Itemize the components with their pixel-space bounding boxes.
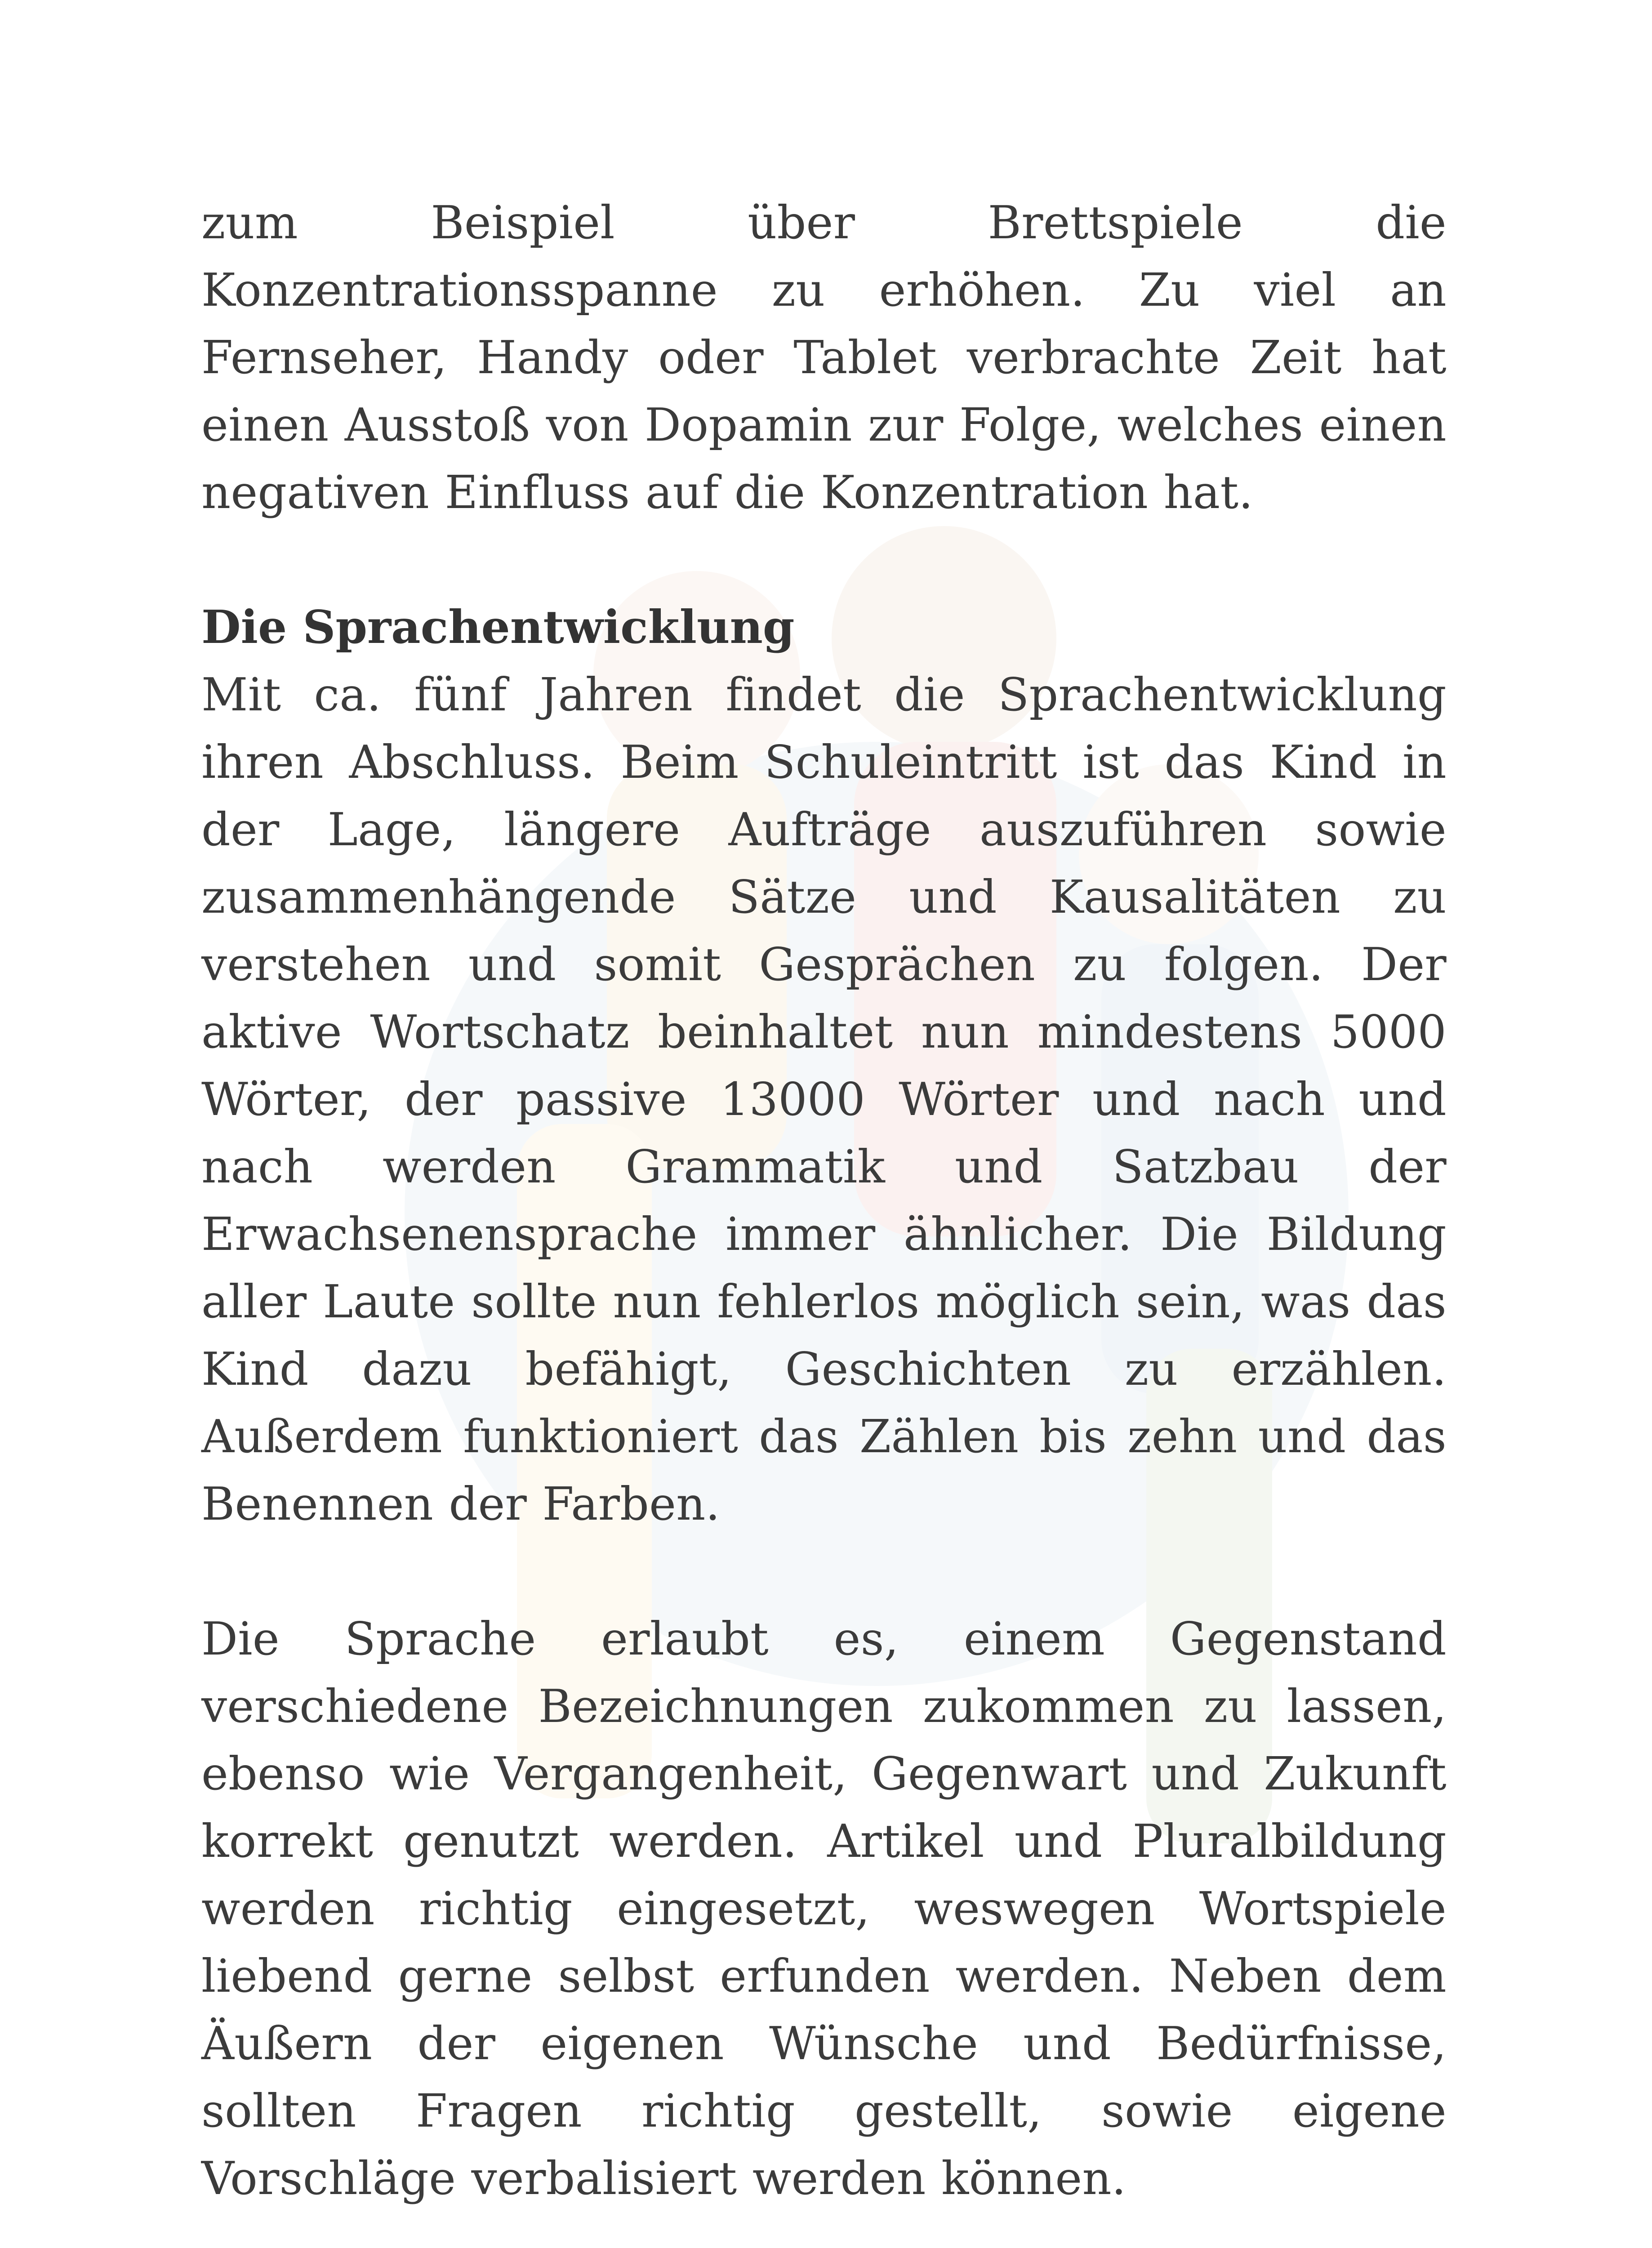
spacer xyxy=(201,1538,1447,1605)
spacer xyxy=(201,2212,1447,2248)
section-heading-sprachentwicklung: Die Sprachentwicklung xyxy=(201,600,795,654)
paragraph-intro: zum Beispiel über Brettspiele die Konzentrationsspanne zu erhöhen. Zu viel an Fernseher, Handy oder Tablet verbrachte Zeit hat einen Ausstoß von Dopamin zur Folge, welches einen negativen Einfluss auf die Konzentration hat. xyxy=(201,196,1447,519)
paragraph-sprachentwicklung-2: Die Sprache erlaubt es, einem Gegenstand verschiedene Bezeichnungen zukommen zu lassen, ebenso wie Vergangenheit, Gegenwart und Zukunft korrekt genutzt werden. Artikel und Pluralbildung werden richtig eingesetzt, weswegen Wortspiele liebend gerne selbst erfunden werden. Neben dem Äußern der eigenen Wünsche und Bedürfnisse, sollten Fragen richtig gestellt, sowie eigene Vorschläge verbalisiert werden können. xyxy=(201,1612,1447,2205)
paragraph-sprachentwicklung-1: Mit ca. fünf Jahren findet die Sprachentwicklung ihren Abschluss. Beim Schuleintritt ist das Kind in der Lage, längere Aufträge auszuführen sowie zusammenhängende Sätze und Kausalitäten zu verstehen und somit Gesprächen zu folgen. Der aktive Wortschatz beinhaltet nun mindestens 5000 Wörter, der passive 13000 Wörter und nach und nach werden Grammatik und Satzbau der Erwachsenensprache immer ähnlicher. Die Bildung aller Laute sollte nun fehlerlos möglich sein, was das Kind dazu befähigt, Geschichten zu erzählen. Außerdem funktioniert das Zählen bis zehn und das Benennen der Farben. xyxy=(201,668,1447,1530)
spacer xyxy=(201,526,1447,593)
text-body xyxy=(201,189,1447,2248)
